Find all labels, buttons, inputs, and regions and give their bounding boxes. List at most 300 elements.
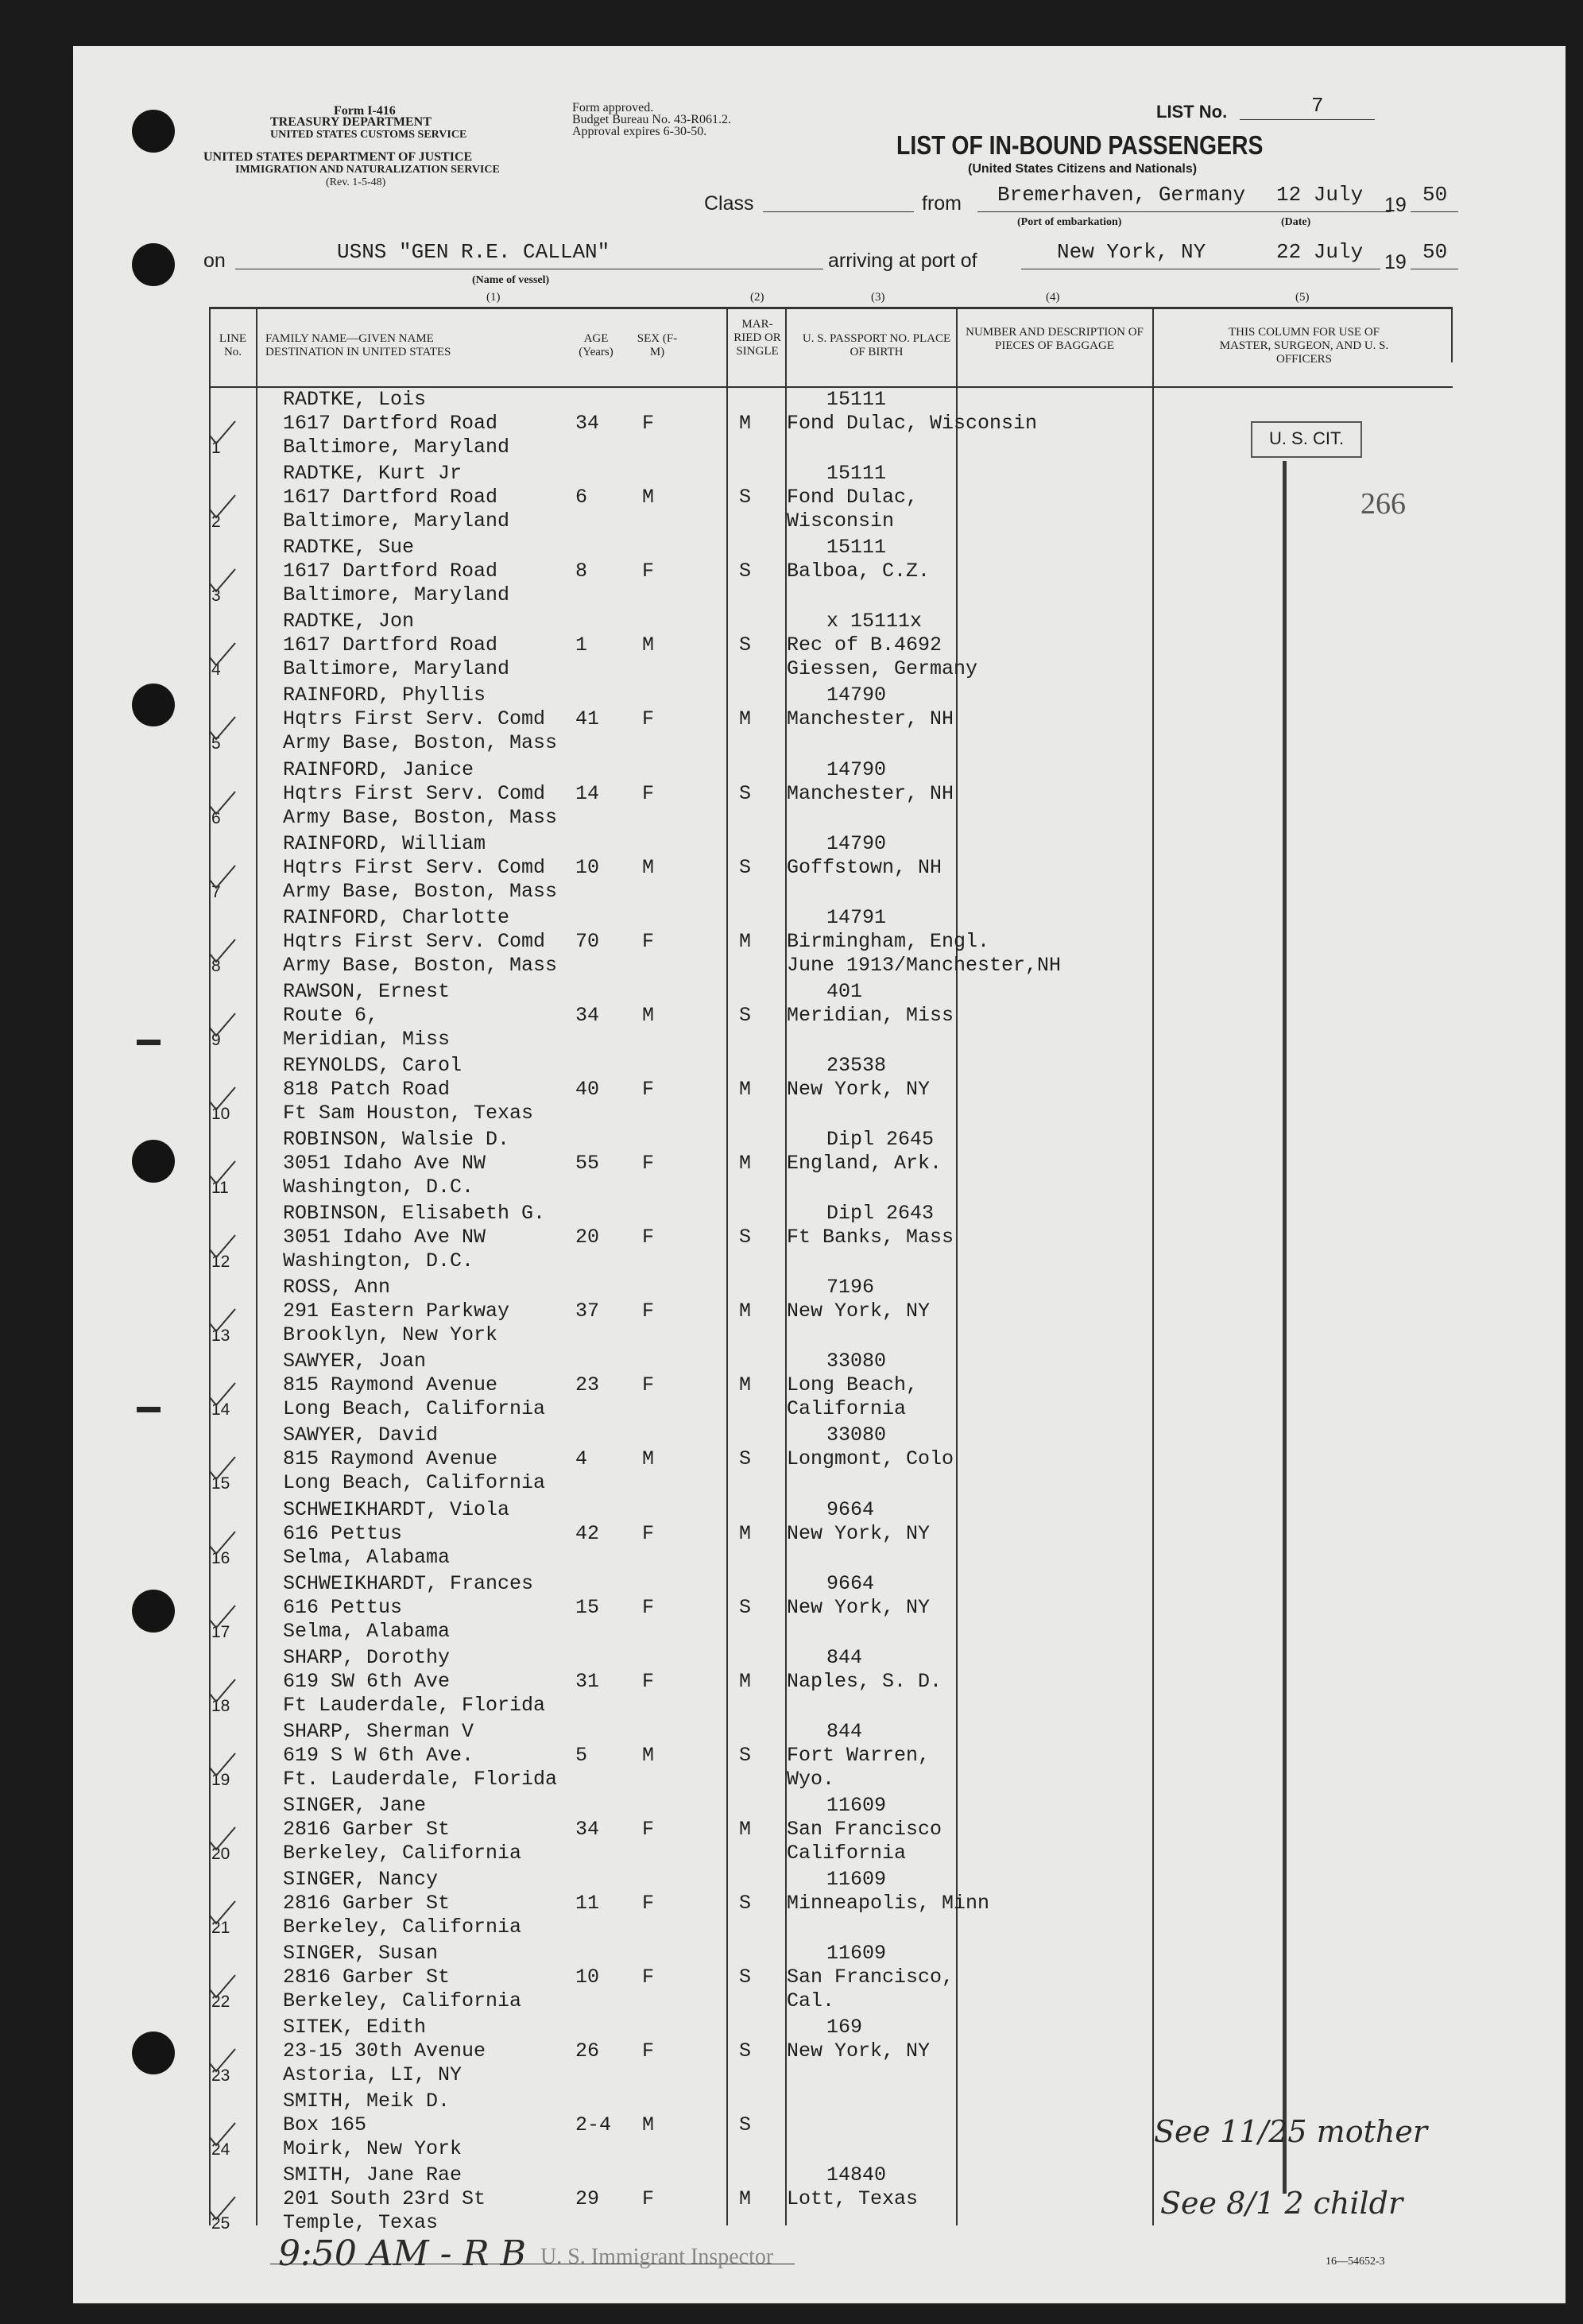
- cell-sex: F: [642, 412, 655, 435]
- line-number: 4: [211, 660, 221, 680]
- cell-l1: SMITH, Jane Rae: [283, 2163, 463, 2187]
- vessel-name: USNS "GEN R.E. CALLAN": [337, 240, 610, 264]
- table-row: [0, 684, 1583, 757]
- cell-ms: S: [739, 1595, 752, 1619]
- cell-sex: F: [642, 1892, 655, 1915]
- cell-sex: F: [642, 707, 655, 731]
- cell-p1: 14790: [826, 831, 887, 855]
- page-subtitle: (United States Citizens and Nationals): [968, 162, 1198, 176]
- cell-l2: 619 S W 6th Ave.: [283, 1743, 474, 1767]
- checkmark-icon: [208, 715, 237, 742]
- cell-l1: SHARP, Dorothy: [283, 1645, 451, 1669]
- cell-p2: New York, NY: [787, 1595, 931, 1619]
- cell-l2: 1617 Dartford Road: [283, 412, 498, 435]
- checkmark-icon: [208, 567, 237, 595]
- cell-sex: F: [642, 1226, 655, 1249]
- cell-ms: M: [739, 1817, 752, 1841]
- cell-p3: Wisconsin: [787, 509, 895, 533]
- line-number: 22: [211, 1993, 230, 2012]
- arrival-port: New York, NY: [1057, 240, 1206, 264]
- column-number: (2): [750, 291, 764, 304]
- cell-l2: 201 South 23rd St: [283, 2187, 486, 2211]
- cell-p2: San Francisco,: [787, 1966, 954, 1989]
- cell-l1: SINGER, Jane: [283, 1793, 427, 1817]
- punch-hole: [132, 110, 175, 153]
- cell-sex: M: [642, 633, 655, 657]
- line-number: 17: [211, 1622, 230, 1641]
- line-number: 7: [211, 882, 221, 901]
- cell-age: 1: [575, 633, 588, 657]
- table-row: [0, 1202, 1583, 1276]
- table-row: [0, 1794, 1583, 1868]
- footer-code: 16—54652-3: [1326, 2256, 1385, 2268]
- col-header-line: LINE No.: [219, 332, 247, 358]
- cell-l1: SAWYER, Joan: [283, 1350, 427, 1373]
- cell-sex: F: [642, 1669, 655, 1693]
- checkmark-icon: [208, 1234, 237, 1261]
- cell-l3: Long Beach, California: [283, 1471, 546, 1495]
- cell-p3: Cal.: [787, 1989, 835, 2013]
- col-header-passport: U. S. PASSPORT NO. PLACE OF BIRTH: [802, 332, 951, 358]
- cell-l3: Temple, Texas: [283, 2211, 439, 2235]
- cell-sex: F: [642, 2187, 655, 2211]
- cell-age: 10: [575, 1966, 600, 1989]
- cell-sex: F: [642, 1966, 655, 1989]
- table-row: [0, 1942, 1583, 2016]
- cell-ms: M: [739, 1152, 752, 1175]
- table-row: [0, 1350, 1583, 1423]
- table-row: [0, 2016, 1583, 2090]
- cell-ms: M: [739, 929, 752, 953]
- cell-l3: Baltimore, Maryland: [283, 436, 510, 459]
- checkmark-icon: [208, 1826, 237, 1853]
- cell-p2: Fond Dulac, Wisconsin: [787, 412, 1038, 435]
- cell-age: 26: [575, 2039, 600, 2063]
- column-number: (5): [1295, 291, 1310, 304]
- arrival-date: 22 July: [1276, 240, 1364, 264]
- list-number: 7: [1311, 94, 1324, 118]
- cell-p1: 401: [826, 979, 863, 1003]
- cell-p2: Longmont, Colo: [787, 1447, 954, 1471]
- handwritten-note-24: See 11/25 mother: [1154, 2114, 1427, 2149]
- cell-l3: Ft Lauderdale, Florida: [283, 1693, 546, 1717]
- list-no-label: LIST No.: [1156, 102, 1228, 122]
- cell-age: 2-4: [575, 2113, 612, 2137]
- year-prefix: 19: [1384, 251, 1407, 273]
- checkmark-icon: [208, 1012, 237, 1039]
- cell-l2: 1617 Dartford Road: [283, 633, 498, 657]
- cell-p1: 844: [826, 1719, 863, 1743]
- cell-age: 55: [575, 1152, 600, 1175]
- col-header-officers: THIS COLUMN FOR USE OF MASTER, SURGEON, AND U. S. OFFICERS: [1219, 326, 1389, 366]
- checkmark-icon: [208, 494, 237, 521]
- line-number: 3: [211, 587, 221, 606]
- line-number: 18: [211, 1696, 230, 1715]
- cell-ms: M: [739, 1521, 752, 1545]
- stamp-number: 266: [1360, 487, 1406, 521]
- checkmark-icon: [208, 2047, 237, 2074]
- cell-l3: Long Beach, California: [283, 1397, 546, 1421]
- line-number: 5: [211, 734, 221, 753]
- checkmark-icon: [208, 790, 237, 817]
- cell-l3: Washington, D.C.: [283, 1249, 474, 1273]
- cell-p1: 9664: [826, 1571, 875, 1595]
- cell-age: 4: [575, 1447, 588, 1471]
- cell-l3: Selma, Alabama: [283, 1619, 451, 1643]
- cell-sex: F: [642, 1595, 655, 1619]
- cell-age: 34: [575, 412, 600, 435]
- us-citizen-stamp: U. S. CIT.: [1251, 421, 1362, 458]
- checkmark-icon: [208, 420, 237, 447]
- on-label: on: [203, 250, 226, 272]
- table-row: [0, 832, 1583, 906]
- customs-service: UNITED STATES CUSTOMS SERVICE: [270, 129, 467, 141]
- checkmark-icon: [208, 938, 237, 965]
- cell-sex: F: [642, 1152, 655, 1175]
- cell-p2: Birmingham, Engl.: [787, 929, 990, 953]
- cell-l3: Berkeley, California: [283, 1989, 522, 2013]
- cell-p2: New York, NY: [787, 1300, 931, 1323]
- cell-l2: 3051 Idaho Ave NW: [283, 1226, 486, 1249]
- handwritten-note-25: See 8/1 2 childr: [1160, 2186, 1403, 2221]
- cell-l3: Berkeley, California: [283, 1915, 522, 1939]
- cell-age: 14: [575, 781, 600, 805]
- cell-p2: Ft Banks, Mass: [787, 1226, 954, 1249]
- embarkation-date: 12 July: [1276, 183, 1364, 207]
- cell-sex: M: [642, 1003, 655, 1027]
- cell-l1: SCHWEIKHARDT, Frances: [283, 1571, 534, 1595]
- line-number: 10: [211, 1104, 230, 1123]
- cell-ms: S: [739, 1003, 752, 1027]
- form-number: Form I-416: [334, 104, 396, 118]
- cell-l2: 616 Pettus: [283, 1595, 403, 1619]
- officer-column-line: [1283, 461, 1287, 2194]
- cell-l2: 815 Raymond Avenue: [283, 1447, 498, 1471]
- cell-l3: Baltimore, Maryland: [283, 583, 510, 607]
- cell-l2: 2816 Garber St: [283, 1966, 451, 1989]
- line-number: 9: [211, 1030, 221, 1049]
- punch-hole: [132, 243, 175, 286]
- cell-sex: M: [642, 2113, 655, 2137]
- line-number: 19: [211, 1770, 230, 1789]
- cell-l2: 616 Pettus: [283, 1521, 403, 1545]
- cell-sex: M: [642, 486, 655, 509]
- vessel-caption: (Name of vessel): [472, 274, 550, 286]
- cell-p1: 14840: [826, 2163, 887, 2187]
- cell-l2: 1617 Dartford Road: [283, 560, 498, 583]
- cell-age: 42: [575, 1521, 600, 1545]
- cell-age: 20: [575, 1226, 600, 1249]
- cell-age: 15: [575, 1595, 600, 1619]
- cell-sex: M: [642, 1743, 655, 1767]
- cell-p1: 33080: [826, 1350, 887, 1373]
- line-number: 20: [211, 1844, 230, 1863]
- col-header-age: AGE (Years): [579, 332, 613, 358]
- cell-p2: Long Beach,: [787, 1373, 919, 1397]
- cell-l3: Washington, D.C.: [283, 1176, 474, 1199]
- cell-p2: Rec of B.4692: [787, 633, 942, 657]
- budget-bureau: Budget Bureau No. 43-R061.2.: [572, 113, 731, 126]
- checkmark-icon: [208, 1530, 237, 1557]
- cell-l2: 3051 Idaho Ave NW: [283, 1152, 486, 1175]
- cell-p1: 23538: [826, 1053, 887, 1077]
- cell-l1: SINGER, Susan: [283, 1942, 439, 1966]
- arriving-label: arriving at port of: [828, 250, 977, 272]
- cell-l2: Hqtrs First Serv. Comd: [283, 855, 546, 879]
- checkmark-icon: [208, 1307, 237, 1334]
- cell-age: 40: [575, 1077, 600, 1101]
- cell-sex: F: [642, 1521, 655, 1545]
- cell-l3: Selma, Alabama: [283, 1545, 451, 1569]
- cell-age: 8: [575, 560, 588, 583]
- cell-p1: 844: [826, 1645, 863, 1669]
- cell-p2: Manchester, NH: [787, 707, 954, 731]
- cell-sex: M: [642, 1447, 655, 1471]
- cell-p1: 15111: [826, 536, 887, 560]
- cell-l2: Hqtrs First Serv. Comd: [283, 929, 546, 953]
- cell-l3: Army Base, Boston, Mass: [283, 879, 558, 903]
- table-row: [0, 462, 1583, 536]
- cell-l1: SITEK, Edith: [283, 2016, 427, 2039]
- cell-l1: ROBINSON, Walsie D.: [283, 1128, 510, 1151]
- checkmark-icon: [208, 864, 237, 891]
- checkmark-icon: [208, 1900, 237, 1927]
- col-header-name: FAMILY NAME—GIVEN NAME DESTINATION IN UNITED STATES: [265, 332, 451, 358]
- cell-ms: S: [739, 2113, 752, 2137]
- cell-l2: 2816 Garber St: [283, 1817, 451, 1841]
- checkmark-icon: [208, 1086, 237, 1113]
- cell-l3: Astoria, LI, NY: [283, 2063, 463, 2087]
- cell-l1: RADTKE, Lois: [283, 388, 427, 411]
- line-number: 14: [211, 1400, 230, 1420]
- cell-age: 31: [575, 1669, 600, 1693]
- table-row: [0, 1868, 1583, 1942]
- line-number: 12: [211, 1253, 230, 1272]
- col-header-baggage: NUMBER AND DESCRIPTION OF PIECES OF BAGGAGE: [966, 326, 1144, 352]
- cell-p2: New York, NY: [787, 1077, 931, 1101]
- table-row: [0, 1498, 1583, 1572]
- checkmark-icon: [208, 2195, 237, 2222]
- cell-p1: 169: [826, 2016, 863, 2039]
- cell-l3: Army Base, Boston, Mass: [283, 953, 558, 977]
- checkmark-icon: [208, 1604, 237, 1631]
- table-row: [0, 1572, 1583, 1646]
- cell-ms: M: [739, 1373, 752, 1397]
- cell-p3: June 1913/Manchester,NH: [787, 953, 1062, 977]
- cell-ms: M: [739, 1077, 752, 1101]
- cell-sex: F: [642, 929, 655, 953]
- cell-age: 23: [575, 1373, 600, 1397]
- cell-l3: Berkeley, California: [283, 1841, 522, 1865]
- port-of-embarkation: Bremerhaven, Germany: [997, 183, 1246, 207]
- cell-l2: 2816 Garber St: [283, 1892, 451, 1915]
- cell-age: 11: [575, 1892, 600, 1915]
- cell-p1: 7196: [826, 1276, 875, 1300]
- cell-p1: 15111: [826, 462, 887, 486]
- line-number: 1: [211, 439, 221, 457]
- cell-l2: 291 Eastern Parkway: [283, 1300, 510, 1323]
- cell-p1: 11609: [826, 1868, 887, 1891]
- cell-sex: F: [642, 1817, 655, 1841]
- cell-p1: 14790: [826, 684, 887, 707]
- cell-age: 29: [575, 2187, 600, 2211]
- cell-p1: Dipl 2645: [826, 1128, 935, 1151]
- cell-p2: San Francisco: [787, 1817, 942, 1841]
- cell-l2: 23-15 30th Avenue: [283, 2039, 486, 2063]
- cell-l2: 818 Patch Road: [283, 1077, 451, 1101]
- cell-ms: S: [739, 781, 752, 805]
- from-label: from: [922, 192, 962, 215]
- embarkation-year: 50: [1422, 183, 1448, 207]
- cell-l3: Army Base, Boston, Mass: [283, 731, 558, 755]
- cell-age: 5: [575, 1743, 588, 1767]
- table-row: [0, 1646, 1583, 1720]
- cell-p1: 14790: [826, 757, 887, 781]
- class-label: Class: [704, 192, 754, 215]
- cell-l1: RADTKE, Kurt Jr: [283, 462, 463, 486]
- cell-p2: Minneapolis, Minn: [787, 1892, 990, 1915]
- cell-p2: Fort Warren,: [787, 1743, 931, 1767]
- cell-l1: RADTKE, Sue: [283, 536, 415, 560]
- cell-l1: RAINFORD, William: [283, 831, 486, 855]
- table-row: [0, 610, 1583, 684]
- form-revision: (Rev. 1-5-48): [326, 176, 386, 188]
- cell-l1: REYNOLDS, Carol: [283, 1053, 463, 1077]
- cell-p2: New York, NY: [787, 2039, 931, 2063]
- cell-l1: RAINFORD, Charlotte: [283, 905, 510, 929]
- cell-l2: Hqtrs First Serv. Comd: [283, 707, 546, 731]
- checkmark-icon: [208, 1678, 237, 1705]
- cell-ms: S: [739, 2039, 752, 2063]
- cell-ms: S: [739, 560, 752, 583]
- cell-age: 10: [575, 855, 600, 879]
- cell-p1: 11609: [826, 1942, 887, 1966]
- line-number: 2: [211, 513, 221, 532]
- year-prefix: 19: [1384, 194, 1407, 216]
- date-caption: (Date): [1281, 216, 1311, 228]
- cell-p1: 15111: [826, 388, 887, 411]
- cell-l3: Meridian, Miss: [283, 1027, 451, 1051]
- table-row: [0, 1128, 1583, 1202]
- cell-p1: Dipl 2643: [826, 1202, 935, 1226]
- cell-p3: California: [787, 1841, 907, 1865]
- cell-age: 34: [575, 1817, 600, 1841]
- cell-ms: S: [739, 486, 752, 509]
- cell-l1: SHARP, Sherman V: [283, 1719, 474, 1743]
- checkmark-icon: [208, 1973, 237, 2001]
- cell-ms: S: [739, 633, 752, 657]
- line-number: 11: [211, 1179, 229, 1197]
- cell-p3: Giessen, Germany: [787, 657, 978, 681]
- cell-ms: S: [739, 1743, 752, 1767]
- cell-l1: RAINFORD, Janice: [283, 757, 474, 781]
- cell-l3: Ft Sam Houston, Texas: [283, 1101, 534, 1125]
- cell-p1: 11609: [826, 1793, 887, 1817]
- cell-ms: S: [739, 1226, 752, 1249]
- checkmark-icon: [208, 1455, 237, 1482]
- cell-ms: S: [739, 855, 752, 879]
- cell-sex: F: [642, 560, 655, 583]
- checkmark-icon: [208, 1381, 237, 1408]
- cell-l1: RADTKE, Jon: [283, 610, 415, 633]
- page-title: LIST OF IN-BOUND PASSENGERS: [896, 130, 1264, 160]
- cell-p2: England, Ark.: [787, 1152, 942, 1175]
- cell-p2: New York, NY: [787, 1521, 931, 1545]
- cell-ms: M: [739, 707, 752, 731]
- line-number: 15: [211, 1474, 230, 1493]
- checkmark-icon: [208, 1752, 237, 1779]
- cell-l1: SAWYER, David: [283, 1423, 439, 1447]
- embarkation-caption: (Port of embarkation): [1017, 216, 1122, 228]
- cell-l2: Box 165: [283, 2113, 367, 2137]
- cell-p2: Balboa, C.Z.: [787, 560, 931, 583]
- table-row: [0, 1423, 1583, 1497]
- cell-l1: ROBINSON, Elisabeth G.: [283, 1202, 546, 1226]
- cell-p2: Fond Dulac,: [787, 486, 919, 509]
- cell-l3: Moirk, New York: [283, 2137, 463, 2161]
- cell-p3: Wyo.: [787, 1767, 835, 1791]
- cell-p2: Naples, S. D.: [787, 1669, 942, 1693]
- cell-age: 41: [575, 707, 600, 731]
- line-number: 13: [211, 1327, 230, 1346]
- cell-p1: 14791: [826, 905, 887, 929]
- cell-sex: M: [642, 855, 655, 879]
- treasury-dept: TREASURY DEPARTMENT: [270, 115, 432, 129]
- cell-l3: Baltimore, Maryland: [283, 509, 510, 533]
- line-number: 16: [211, 1548, 230, 1567]
- cell-p1: 33080: [826, 1423, 887, 1447]
- cell-age: 34: [575, 1003, 600, 1027]
- line-number: 25: [211, 2214, 230, 2233]
- checkmark-icon: [208, 641, 237, 668]
- cell-l3: Army Base, Boston, Mass: [283, 805, 558, 829]
- col-header-married: MAR-RIED OR SINGLE: [733, 318, 781, 358]
- cell-ms: M: [739, 412, 752, 435]
- table-row: [0, 758, 1583, 832]
- cell-ms: S: [739, 1966, 752, 1989]
- cell-l3: Ft. Lauderdale, Florida: [283, 1767, 558, 1791]
- table-row: [0, 1054, 1583, 1128]
- cell-l1: SCHWEIKHARDT, Viola: [283, 1497, 510, 1521]
- cell-p3: California: [787, 1397, 907, 1421]
- cell-ms: S: [739, 1892, 752, 1915]
- cell-age: 37: [575, 1300, 600, 1323]
- cell-l3: Baltimore, Maryland: [283, 657, 510, 681]
- table-row: [0, 1720, 1583, 1794]
- line-number: 24: [211, 2140, 230, 2159]
- cell-l1: SINGER, Nancy: [283, 1868, 439, 1891]
- cell-sex: F: [642, 1077, 655, 1101]
- table-row: [0, 906, 1583, 980]
- cell-p2: Lott, Texas: [787, 2187, 919, 2211]
- ins-title: IMMIGRATION AND NATURALIZATION SERVICE: [235, 164, 500, 176]
- cell-ms: M: [739, 2187, 752, 2211]
- line-number: 8: [211, 956, 221, 975]
- cell-sex: F: [642, 781, 655, 805]
- inspector-signature: 9:50 AM - R B: [278, 2233, 526, 2274]
- cell-p2: Meridian, Miss: [787, 1003, 954, 1027]
- column-number: (4): [1046, 291, 1060, 304]
- checkmark-icon: [208, 2121, 237, 2148]
- cell-l3: Brooklyn, New York: [283, 1323, 498, 1347]
- table-row: [0, 980, 1583, 1054]
- line-number: 23: [211, 2066, 230, 2086]
- cell-p1: 9664: [826, 1497, 875, 1521]
- cell-age: 70: [575, 929, 600, 953]
- cell-l2: Hqtrs First Serv. Comd: [283, 781, 546, 805]
- cell-l2: 619 SW 6th Ave: [283, 1669, 451, 1693]
- cell-l1: RAINFORD, Phyllis: [283, 684, 486, 707]
